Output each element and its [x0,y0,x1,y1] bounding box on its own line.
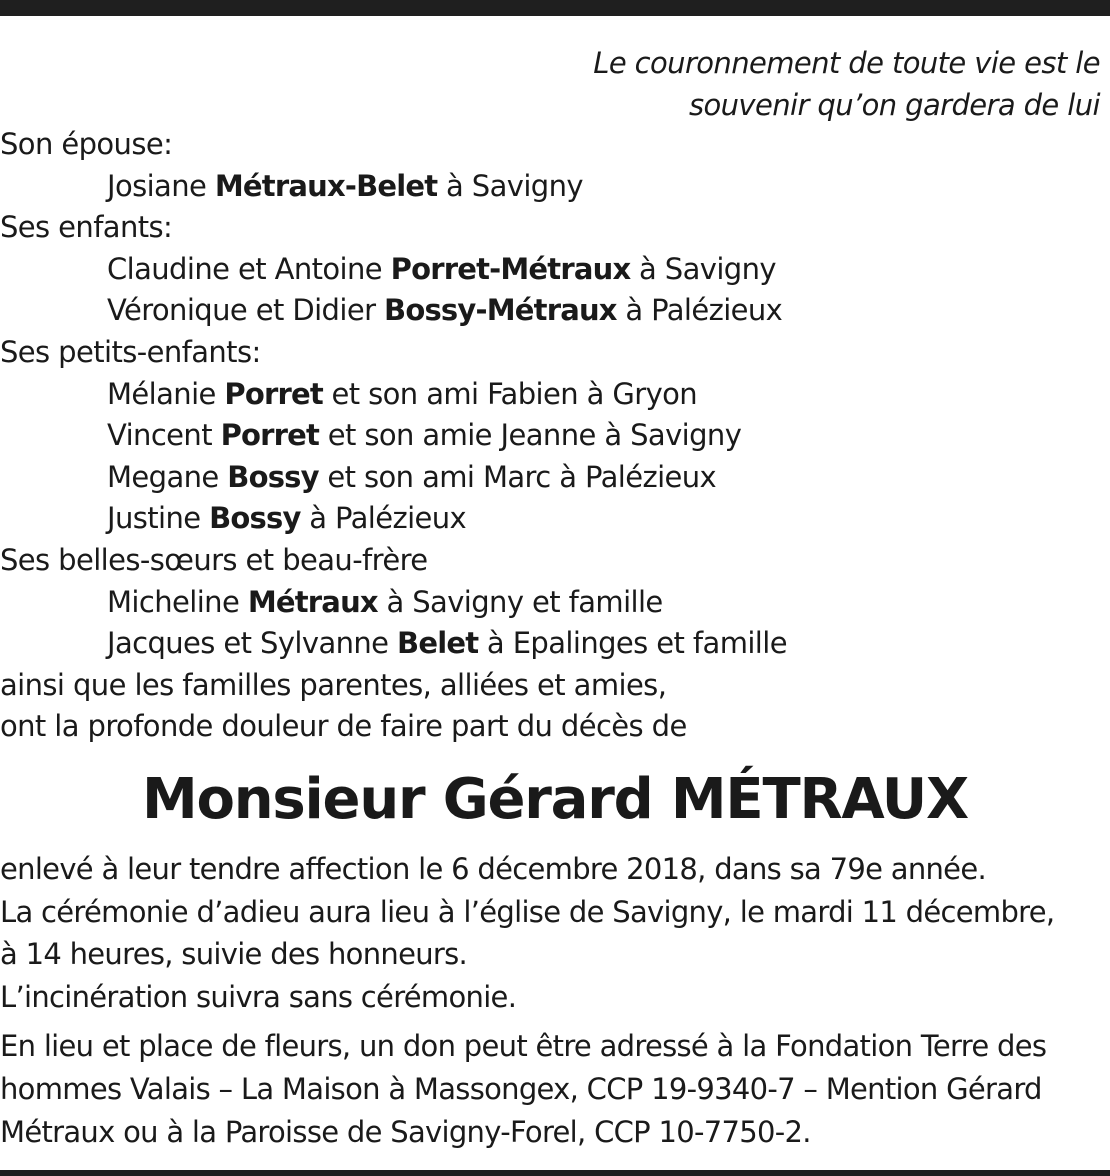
family-list [0,124,787,748]
funeral-details [0,848,1054,1018]
member-location: et son ami Marc à Palézieux [318,459,717,494]
family-heading-line: Ses belles-sœurs et beau-frère [0,542,428,577]
details-line: à 14 heures, suivie des honneurs. [0,937,468,971]
details-line: enlevé à leur tendre affection le 6 décembre 2018, dans sa 79e année. [0,852,986,886]
details-line: L’incinération suivra sans cérémonie. [0,979,517,1014]
member-given-names: Mélanie [107,376,225,411]
member-location: et son amie Jeanne à Savigny [319,418,742,453]
top-border-rule [0,0,1110,16]
deceased-name: Monsieur Gérard MÉTRAUX [141,767,969,832]
family-heading-line: Ses petits-enfants: [0,334,261,369]
bottom-border-rule [0,1170,1110,1176]
member-location: à Savigny [437,168,583,203]
family-member-line [0,290,787,332]
member-surname: Bossy [209,501,301,536]
member-location: à Savigny et famille [377,584,663,619]
family-member-line [0,582,787,624]
member-given-names: Véronique et Didier [107,293,385,328]
epigraph [593,42,1100,126]
member-given-names: Josiane [107,168,215,203]
member-surname: Porret-Métraux [390,251,631,286]
member-surname: Bossy-Métraux [384,293,617,328]
family-member-line [0,415,787,457]
member-given-names: Micheline [107,584,248,619]
family-heading-line: ainsi que les familles parentes, alliées et amies, [0,667,667,702]
member-location: à Palézieux [300,501,467,536]
member-location: à Savigny [630,251,776,286]
family-member-line [0,166,787,208]
family-member-line [0,374,787,416]
member-given-names: Vincent [107,418,221,453]
details-line: La cérémonie d’adieu aura lieu à l’église de Savigny, le mardi 11 décembre, [0,894,1055,929]
member-location: à Epalinges et famille [478,626,787,661]
donation-notice [0,1025,1046,1154]
family-member-line [0,623,787,665]
member-surname: Bossy [227,459,319,494]
family-heading-line: Ses enfants: [0,210,173,245]
family-heading-line: Son épouse: [0,127,173,161]
family-member-line [0,457,787,499]
member-given-names: Megane [107,459,228,494]
member-given-names: Jacques et Sylvanne [107,626,398,661]
epigraph-line-2: souvenir qu’on gardera de lui [689,88,1100,122]
epigraph-line-1: Le couronnement de toute vie est le [593,46,1100,80]
member-surname: Métraux [247,584,378,619]
member-surname: Métraux-Belet [214,168,438,203]
member-location: à Palézieux [616,293,783,328]
family-heading-line: ont la profonde douleur de faire part du décès de [0,709,687,744]
member-location: et son ami Fabien à Gryon [322,376,698,411]
family-member-line [0,249,787,291]
member-surname: Porret [220,418,320,453]
donation-line: Métraux ou à la Paroisse de Savigny-Forel, CCP 10-7750-2. [0,1115,811,1149]
donation-line: hommes Valais – La Maison à Massongex, CCP 19-9340-7 – Mention Gérard [0,1072,1042,1106]
family-member-line [0,498,787,540]
member-given-names: Claudine et Antoine [107,251,391,286]
member-given-names: Justine [107,501,210,536]
member-surname: Belet [397,626,479,661]
donation-line: En lieu et place de fleurs, un don peut être adressé à la Fondation Terre des [0,1029,1047,1063]
member-surname: Porret [224,376,323,411]
